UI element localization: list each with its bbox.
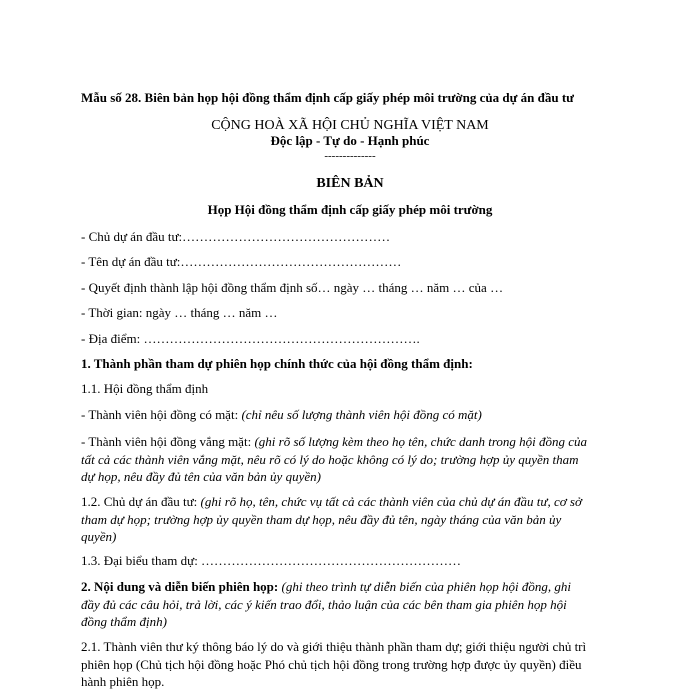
field-decision: - Quyết định thành lập hội đồng thẩm định số… ngày … tháng … năm … của … [81,280,504,295]
form-title: Mẫu số 28. Biên bản họp hội đồng thẩm định cấp giấy phép môi trường của dự án đầu tư [81,90,574,105]
present-members-note: (chỉ nêu số lượng thành viên hội đồng có mặt) [241,407,482,422]
section-2-1 [81,638,621,691]
section-2-note-line: đầy đủ các câu hỏi, trả lời, các ý kiến trao đổi, thảo luận của các bên tham gia phiên họp hội [81,596,567,612]
document-subtitle: Họp Hội đồng thẩm định cấp giấy phép môi trường [207,202,493,217]
national-motto: Độc lập - Tự do - Hạnh phúc [270,133,430,148]
field-project-owner: - Chủ dự án đầu tư:………………………………………… [81,229,391,244]
absent-members-label: - Thành viên hội đồng vắng mặt: [81,434,252,449]
field-time: - Thời gian: ngày … tháng … năm … [81,305,278,320]
section-1-heading: 1. Thành phần tham dự phiên họp chính thức của hội đồng thẩm định: [81,356,473,371]
section-2-1-line: hành phiên họp. [81,674,165,689]
absent-members-note-line: dự họp, nêu đầy đủ tên của văn bản ủy quyền) [81,469,321,484]
section-1-3: 1.3. Đại biểu tham dự: …………………………………………………… [81,553,462,568]
section-2-heading: 2. Nội dung và diễn biến phiên họp: [81,579,279,594]
absent-members [81,433,621,486]
header-divider: -------------- [324,150,376,162]
absent-members-note-line: tất cả các thành viên vắng mặt, nêu rõ có lý do hoặc không có lý do; trường hợp ủy quyền tham [81,451,579,467]
present-members [81,407,482,423]
section-1-2-note-line: tham dự họp; trường hợp ủy quyền tham dự họp, nêu đầy đủ tên, ngày tháng của văn bản ủy [81,511,562,527]
section-2-1-line: 2.1. Thành viên thư ký thông báo lý do và giới thiệu thành phần tham dự; giới thiệu người chủ trì [81,639,587,654]
section-1-2-note-line: quyền) [81,529,117,544]
document-title: BIÊN BẢN [316,176,384,191]
section-1-2-label: 1.2. Chủ dự án đầu tư: [81,494,198,509]
section-1-2-note-line: (ghi rõ họ, tên, chức vụ tất cả các thành viên của chủ dự án đầu tư, cơ sở [200,494,582,509]
field-project-name: - Tên dự án đầu tư:…………………………………………… [81,254,402,269]
country-name: CỘNG HOÀ XÃ HỘI CHỦ NGHĨA VIỆT NAM [211,118,489,133]
field-location: - Địa điểm: ………………………………………………………. [81,331,420,346]
section-2-note-line: (ghi theo trình tự diễn biến của phiên họp hội đồng, ghi [281,579,571,594]
section-2-1-line: phiên họp (Chủ tịch hội đồng hoặc Phó chủ tịch hội đồng trong trường hợp được ủy quyền) điều [81,656,582,672]
section-2 [81,578,621,631]
present-members-label: - Thành viên hội đồng có mặt: [81,407,239,422]
section-2-note-line: đồng thẩm định) [81,614,167,629]
absent-members-note-line: (ghi rõ số lượng kèm theo họ tên, chức danh trong hội đồng của [254,434,588,449]
section-1-1-heading: 1.1. Hội đồng thẩm định [81,381,209,396]
section-1-2 [81,493,621,546]
